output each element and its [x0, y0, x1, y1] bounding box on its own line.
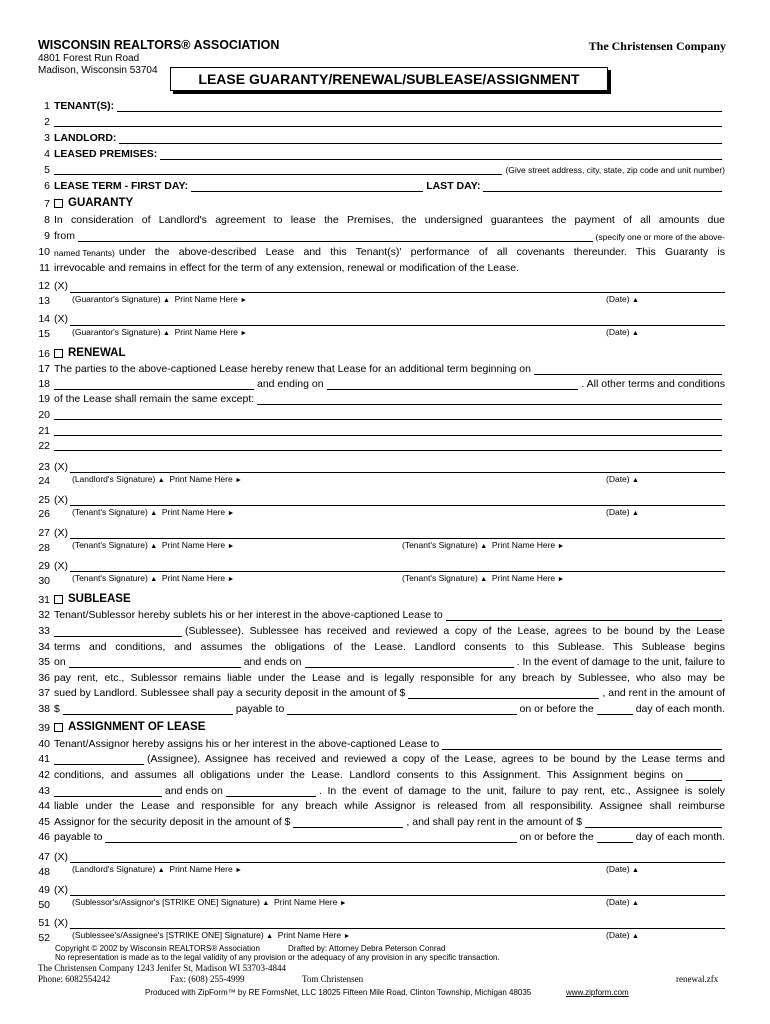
tenant-caption-3: (Tenant's Signature) ▲ Print Name Here ►: [402, 540, 565, 550]
sublease-line-33: [54, 625, 725, 637]
guarantor-date-1: (Date) ▲: [606, 294, 639, 304]
tenant-x-2: (X): [54, 527, 68, 539]
guaranty-heading: [54, 197, 725, 209]
assignment-text-45: Assignor for the security deposit in the amount of $: [54, 816, 291, 828]
address-line-1: 4801 Forest Run Road: [38, 53, 140, 64]
guaranty-line-11: [54, 262, 725, 274]
form-title: LEASE GUARANTY/RENEWAL/SUBLEASE/ASSIGNMENT: [170, 67, 608, 91]
final-landlord-x: (X): [54, 851, 68, 863]
zipform-link[interactable]: www.zipform.com: [566, 988, 629, 997]
last-day-label: LAST DAY:: [426, 180, 481, 192]
tenants-field-2[interactable]: [54, 116, 722, 127]
sublease-on-label: on: [54, 656, 66, 668]
tenants-label: TENANT(S):: [54, 100, 115, 112]
assignment-payable-label: payable to: [54, 831, 103, 843]
guaranty-line-10: [54, 246, 725, 258]
association-name: WISCONSIN REALTORS® ASSOCIATION: [38, 38, 280, 52]
tenant-caption-5: (Tenant's Signature) ▲ Print Name Here ►: [402, 573, 565, 583]
tenant-signature-line-3[interactable]: [70, 571, 725, 572]
guaranty-text-8: In consideration of Landlord's agreement to lease the Premises, the undersigned guarantees the payment of all amounts due: [54, 214, 725, 226]
guarantor-x-2: (X): [54, 313, 68, 325]
renewal-heading: [54, 347, 725, 359]
sublease-payable-label: payable to: [235, 703, 285, 715]
renewal-ending-label: and ending on: [257, 378, 324, 390]
sublease-text-35: . In the event of damage to the unit, failure to: [516, 656, 725, 668]
guaranty-line-8: [54, 214, 725, 226]
assignment-line-45: [54, 816, 725, 828]
tenant-caption-2: (Tenant's Signature) ▲ Print Name Here ►: [72, 540, 235, 550]
sublease-line-37: [54, 687, 725, 699]
tenant-signature-line-1[interactable]: [70, 505, 725, 506]
sublease-line-32: [54, 609, 725, 621]
landlord-field[interactable]: [119, 133, 722, 144]
final-landlord-signature-line[interactable]: [70, 862, 725, 863]
guarantor-date-2: (Date) ▲: [606, 327, 639, 337]
sublessee-date: (Date) ▲: [606, 930, 639, 940]
first-day-label: LEASE TERM - FIRST DAY:: [54, 180, 189, 192]
renewal-line-19: [54, 393, 725, 405]
sublease-text-34: terms and conditions, and assumes the obligations of the Lease. Landlord consents to this Sublease. This Sublease begins: [54, 641, 725, 653]
sublease-line-34: [54, 641, 725, 653]
assignment-line-42: [54, 769, 725, 781]
assignment-line-46: [54, 831, 725, 843]
landlord-label: LANDLORD:: [54, 132, 117, 144]
sublease-ends-label: and ends on: [243, 656, 302, 668]
renewal-line-17: [54, 363, 725, 375]
renewal-text-19: of the Lease shall remain the same except:: [54, 393, 255, 405]
assignment-heading: [54, 721, 725, 733]
renewal-line-22: [54, 440, 725, 451]
company-name: The Christensen Company: [588, 39, 726, 53]
sublease-text-33: (Sublessee). Sublessee has received and reviewed a copy of the Lease, agrees to be bound by the Lease: [185, 625, 725, 637]
renewal-line-20: [54, 409, 725, 420]
sublease-day-field[interactable]: [597, 704, 633, 715]
guarantor-caption-1: (Guarantor's Signature) ▲ Print Name Here ►: [72, 294, 248, 304]
premises-row: [54, 148, 725, 160]
assignment-day-field[interactable]: [597, 832, 633, 843]
assignment-checkbox[interactable]: [54, 723, 63, 732]
assignment-month-label: day of each month.: [635, 831, 725, 843]
guarantor-signature-line-1[interactable]: [70, 292, 725, 293]
assignment-line-44: [54, 800, 725, 812]
guaranty-text-10: under the above-described Lease and this Tenant(s)' performance of all covenants thereunder. This Guaranty is: [118, 246, 725, 258]
company-phone: Phone: 6082554242: [38, 974, 111, 984]
renewal-checkbox[interactable]: [54, 349, 63, 358]
guaranty-text-11: irrevocable and remains in effect for the term of any extension, renewal or modification of the Lease.: [54, 262, 519, 274]
assignment-title: ASSIGNMENT OF LEASE: [68, 721, 206, 733]
premises-row-2: [54, 164, 725, 175]
landlord-caption: (Landlord's Signature) ▲ Print Name Here ►: [72, 474, 243, 484]
sublease-before-label: on or before the: [519, 703, 594, 715]
copyright-text: Copyright © 2002 by Wisconsin REALTORS® Association: [55, 944, 260, 953]
sublease-line-35: [54, 656, 725, 668]
tenant-caption-4: (Tenant's Signature) ▲ Print Name Here ►: [72, 573, 235, 583]
sublease-rent-label: , and rent in the amount of: [602, 687, 725, 699]
tenants-field[interactable]: [117, 101, 722, 112]
assignment-begin-field-2[interactable]: [54, 786, 162, 797]
disclaimer-text: No representation is made as to the legal validity of any provision or the adequacy of any provision in any specific transaction.: [55, 953, 500, 962]
sublease-text-36: pay rent, etc., Sublessor remains liable under the Lease and is legally responsible for any breach by Sublessee, who also may be: [54, 672, 725, 684]
sublease-deposit-field[interactable]: [408, 688, 599, 699]
renewal-line-21: [54, 425, 725, 436]
assignment-begin-field[interactable]: [686, 770, 722, 781]
drafted-by-text: Drafted by: Attorney Debra Peterson Conrad: [288, 944, 446, 953]
assignment-before-label: on or before the: [519, 831, 594, 843]
renewal-except-field-2[interactable]: [54, 409, 722, 420]
renewal-except-field-3[interactable]: [54, 425, 722, 436]
premises-field-2[interactable]: [54, 164, 502, 175]
sublease-text-37: sued by Landlord. Sublessee shall pay a security deposit in the amount of $: [54, 687, 406, 699]
assignment-text-41: (Assignee), Assignee has received and reviewed a copy of the Lease, agrees to be bound by the Lease terms and: [147, 753, 725, 765]
sublease-rent-field[interactable]: [63, 704, 233, 715]
company-fax: Fax: (608) 255-4999: [170, 974, 245, 984]
lease-term-row: [54, 180, 725, 192]
tenant-x-3: (X): [54, 560, 68, 572]
guarantor-signature-line-2[interactable]: [70, 325, 725, 326]
assignment-text-42: conditions, and assumes all obligations under the Lease. Landlord consents to this Assignment. This Assignment begins on: [54, 769, 683, 781]
sublease-line-38: [54, 703, 725, 715]
assignment-rent-label: , and shall pay rent in the amount of $: [406, 816, 583, 828]
premises-label: LEASED PREMISES:: [54, 148, 158, 160]
assignment-line-41: [54, 753, 725, 765]
agent-name: Tom Christensen: [302, 974, 364, 984]
guaranty-title: GUARANTY: [68, 197, 134, 209]
tenant-date-1: (Date) ▲: [606, 507, 639, 517]
sublease-begin-field[interactable]: [69, 657, 241, 668]
assignment-text-44: liable under the Lease and responsible for any breach while Assignor is released from all responsibility. Assignee shall reimburse: [54, 800, 725, 812]
sublease-checkbox[interactable]: [54, 595, 63, 604]
company-address: The Christensen Company 1243 Jenifer St, Madison WI 53703-4844: [38, 963, 287, 973]
renewal-begin-field-2[interactable]: [54, 379, 254, 390]
sublessee-x: (X): [54, 917, 68, 929]
landlord-x: (X): [54, 461, 68, 473]
renewal-line-18: [54, 378, 725, 390]
guaranty-from-field[interactable]: [78, 231, 593, 242]
guaranty-line-9: [54, 230, 725, 242]
last-day-field[interactable]: [483, 181, 722, 192]
assignment-deposit-field[interactable]: [293, 817, 403, 828]
first-day-field[interactable]: [191, 181, 423, 192]
sublessee-name-field[interactable]: [446, 610, 722, 621]
assignment-line-40: [54, 738, 725, 750]
landlord-date: (Date) ▲: [606, 474, 639, 484]
renewal-text-17: The parties to the above-captioned Lease hereby renew that Lease for an additional term beginning on: [54, 363, 531, 375]
sublease-end-field[interactable]: [305, 657, 514, 668]
sublease-heading: [54, 593, 725, 605]
sublessee-name-field-2[interactable]: [54, 626, 182, 637]
tenant-x-1: (X): [54, 494, 68, 506]
sublessee-caption: (Sublessee's/Assignee's [STRIKE ONE] Signature) ▲ Print Name Here ►: [72, 930, 351, 940]
renewal-except-field-4[interactable]: [54, 440, 722, 451]
file-name: renewal.zfx: [676, 974, 719, 984]
premises-field[interactable]: [160, 149, 722, 160]
sublease-line-36: [54, 672, 725, 684]
renewal-begin-field[interactable]: [534, 364, 722, 375]
sublease-text-32: Tenant/Sublessor hereby sublets his or her interest in the above-captioned Lease to: [54, 609, 443, 621]
guaranty-specify-note: (specify one or more of the above-: [595, 232, 725, 242]
renewal-except-field[interactable]: [257, 394, 722, 405]
produced-by-text: Produced with ZipForm™ by RE FormsNet, LLC 18025 Fifteen Mile Road, Clinton Township, Michigan 48035: [145, 988, 532, 997]
assignment-end-field[interactable]: [226, 786, 316, 797]
sublease-month-label: day of each month.: [635, 703, 725, 715]
assignment-line-43: [54, 785, 725, 797]
assignment-payee-field[interactable]: [105, 832, 516, 843]
assignee-name-field-2[interactable]: [54, 754, 144, 765]
guarantor-x-1: (X): [54, 280, 68, 292]
premises-note: (Give street address, city, state, zip code and unit number): [505, 165, 725, 175]
tenants-row: [54, 100, 725, 112]
final-landlord-date: (Date) ▲: [606, 864, 639, 874]
sublessor-signature-line[interactable]: [70, 895, 725, 896]
guaranty-checkbox[interactable]: [54, 199, 63, 208]
renewal-text-18: . All other terms and conditions: [581, 378, 725, 390]
sublessor-x: (X): [54, 884, 68, 896]
named-tenants-note: named Tenants): [54, 248, 115, 258]
tenants-row-2: [54, 116, 725, 127]
assignment-rent-field[interactable]: [585, 817, 722, 828]
assignment-ends-label: and ends on: [165, 785, 223, 797]
sublessor-caption: (Sublessor's/Assignor's [STRIKE ONE] Signature) ▲ Print Name Here ►: [72, 897, 347, 907]
sublease-dollar: $: [54, 703, 60, 715]
guaranty-from-label: from: [54, 230, 75, 242]
tenant-caption-1: (Tenant's Signature) ▲ Print Name Here ►: [72, 507, 235, 517]
sublease-payee-field[interactable]: [287, 704, 516, 715]
assignee-name-field[interactable]: [442, 739, 722, 750]
renewal-end-field[interactable]: [327, 379, 579, 390]
landlord-signature-line[interactable]: [70, 472, 725, 473]
final-landlord-caption: (Landlord's Signature) ▲ Print Name Here ►: [72, 864, 243, 874]
assignment-text-40: Tenant/Assignor hereby assigns his or her interest in the above-captioned Lease to: [54, 738, 440, 750]
association-address: [38, 53, 158, 76]
landlord-row: [54, 132, 725, 144]
assignment-text-43: . In the event of damage to the unit, failure to pay rent, etc., Assignee is solely: [318, 785, 725, 797]
sublessor-date: (Date) ▲: [606, 897, 639, 907]
renewal-title: RENEWAL: [68, 347, 126, 359]
sublessee-signature-line[interactable]: [70, 928, 725, 929]
tenant-signature-line-2[interactable]: [70, 538, 725, 539]
sublease-title: SUBLEASE: [68, 593, 131, 605]
address-line-2: Madison, Wisconsin 53704: [38, 64, 158, 76]
guarantor-caption-2: (Guarantor's Signature) ▲ Print Name Here ►: [72, 327, 248, 337]
